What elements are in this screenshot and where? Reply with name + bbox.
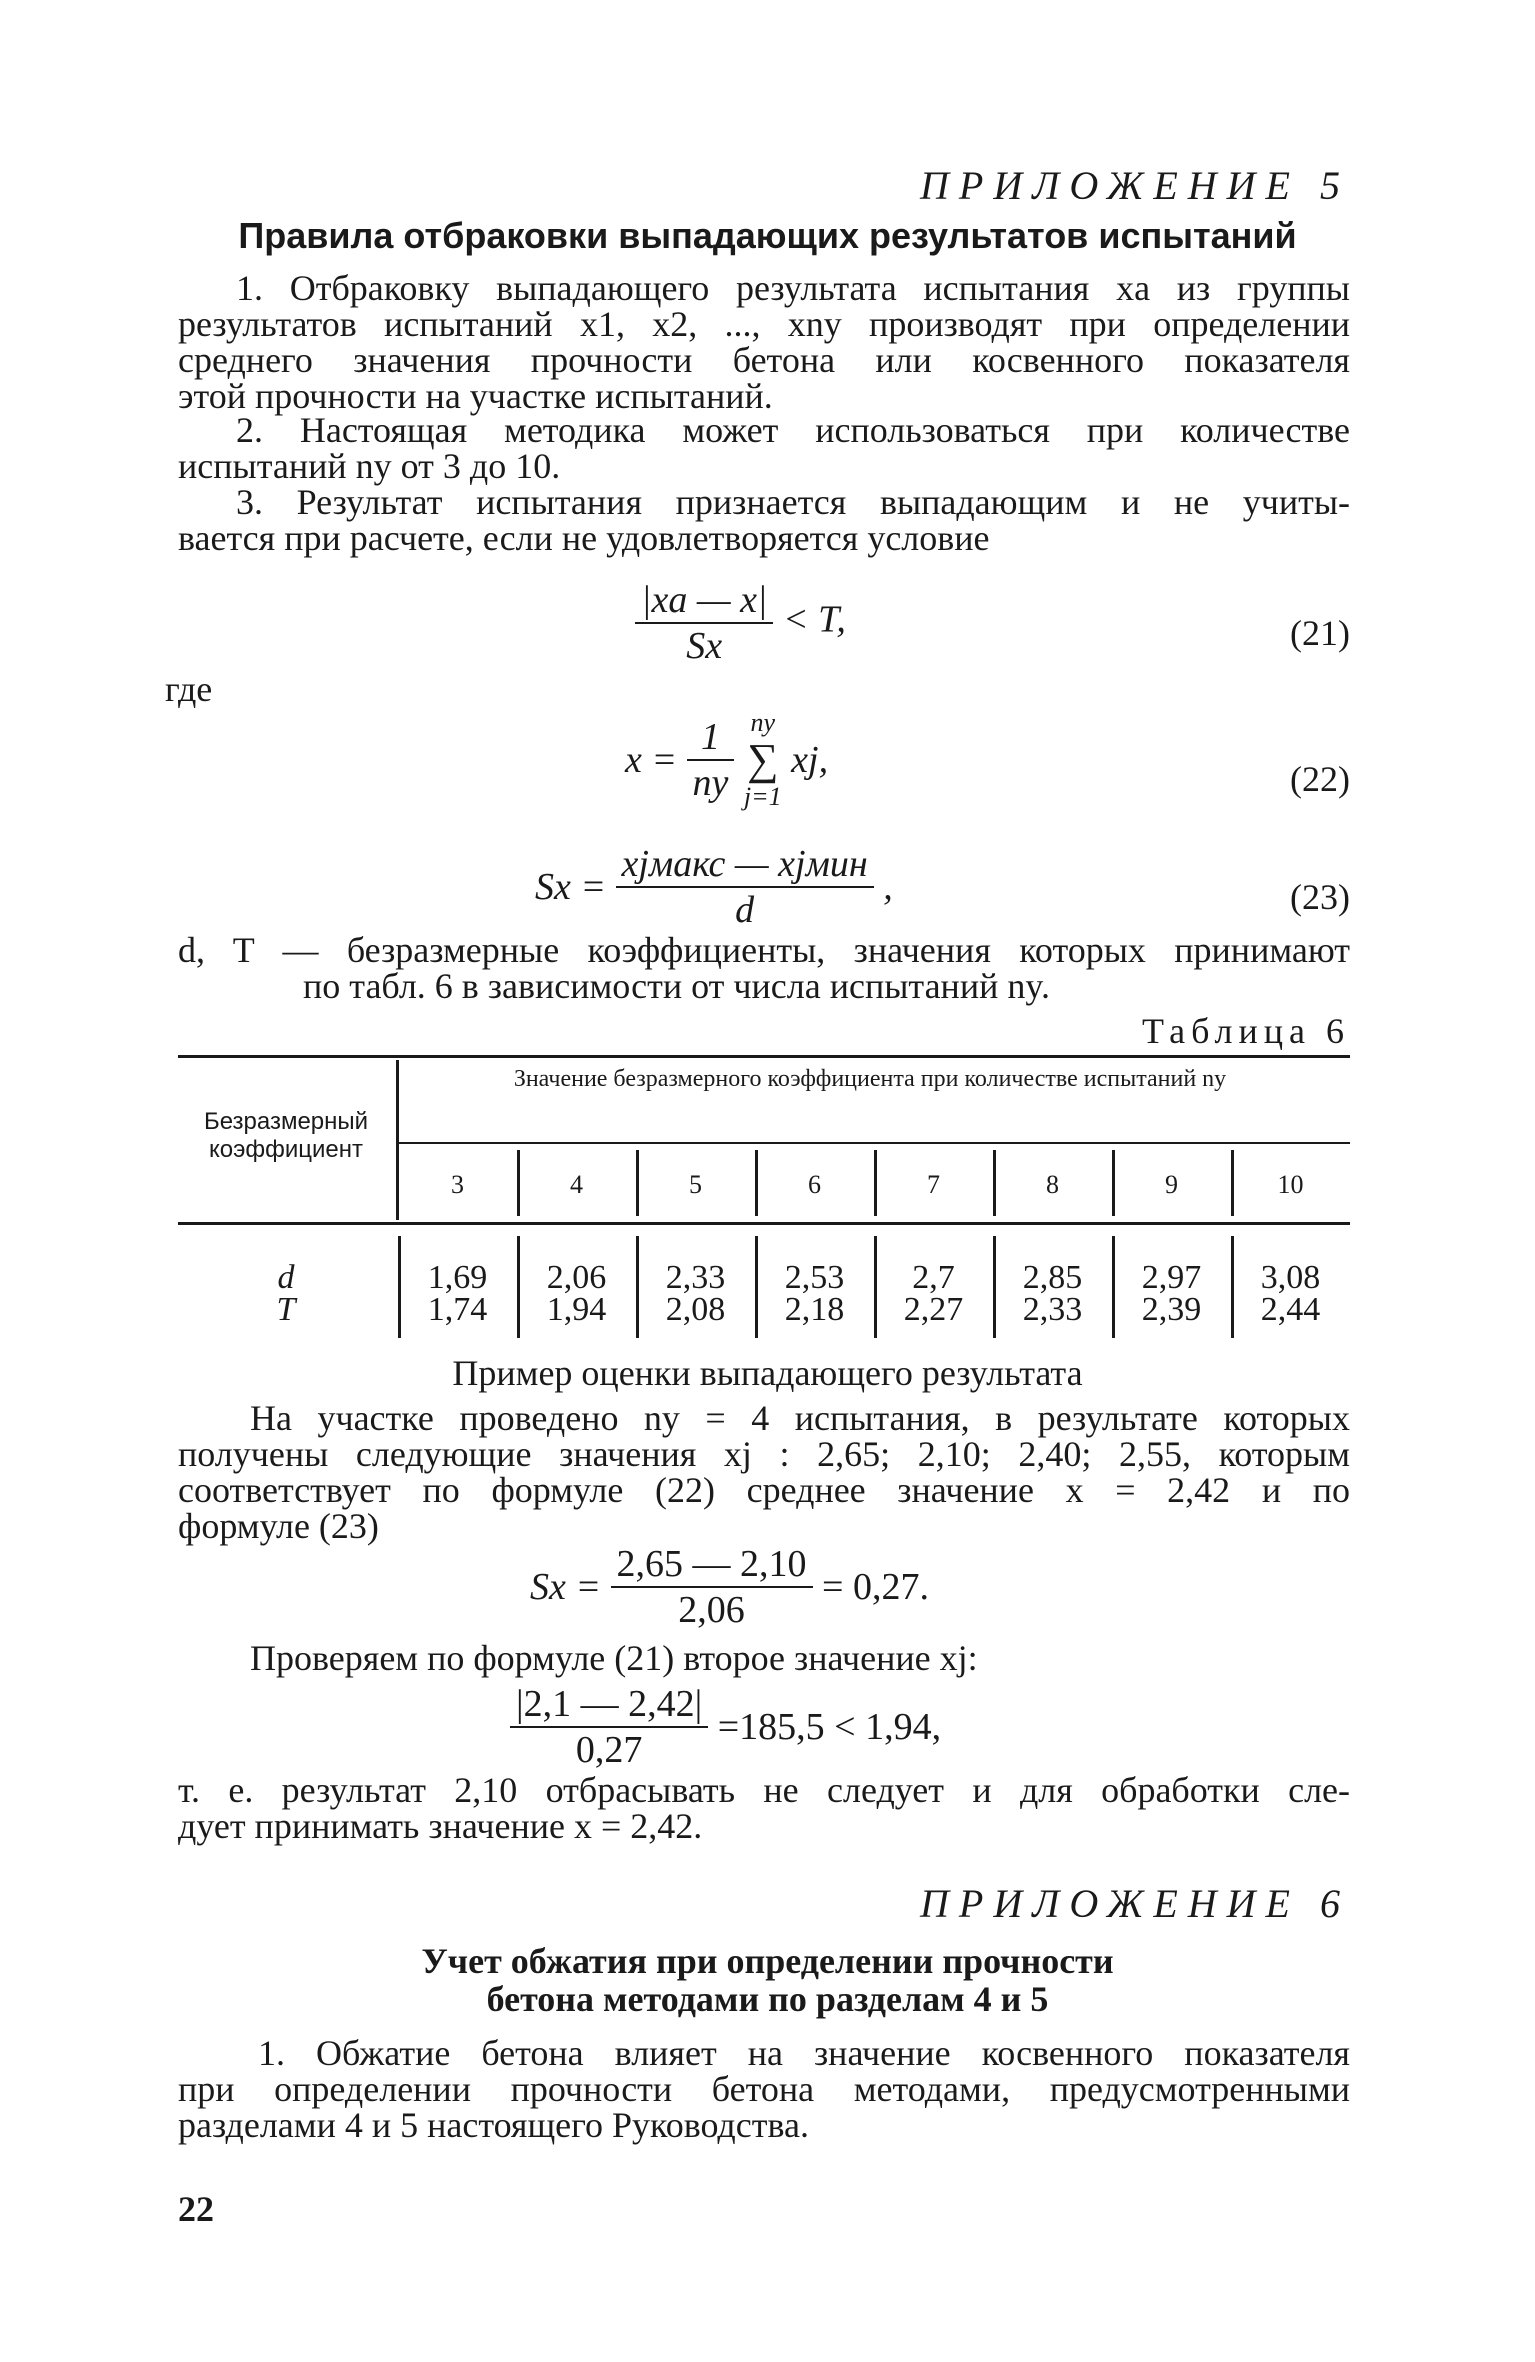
text-line: формуле (23): [178, 1506, 379, 1546]
table-value-cell: 1,74: [427, 1291, 488, 1328]
table-header-rule: [178, 1222, 1350, 1225]
paragraph-2: [178, 412, 1350, 484]
text-line: Проверяем по формуле (21) второе значение xj:: [250, 1638, 978, 1678]
table-count-cell: 4: [570, 1170, 583, 1199]
table-value-cell: 2,06: [546, 1259, 607, 1296]
text-line: среднего значения прочности бетона или косвенного показателя: [178, 340, 1350, 380]
table-vline: [636, 1150, 639, 1216]
eq23-lhs: Sx =: [535, 866, 607, 908]
text-line: 2. Настоящая методика может использоваться при количестве: [236, 410, 1350, 450]
text-line: дует принимать значение x = 2,42.: [178, 1806, 703, 1846]
eq23-rhs: ,: [883, 866, 893, 908]
table-value-cell: 3,08: [1260, 1259, 1321, 1296]
text-line: d, T — безразмерные коэффициенты, значения которых принимают: [178, 930, 1350, 970]
calc1-lhs: Sx =: [530, 1566, 602, 1608]
table-count-cell: 8: [1046, 1170, 1059, 1199]
table-vline: [993, 1150, 996, 1216]
table-value-cell: 2,33: [665, 1259, 726, 1296]
text-line: 3. Результат испытания признается выпадающим и не учиты-: [236, 482, 1350, 522]
appendix-5-header: ПРИЛОЖЕНИЕ 5: [920, 163, 1350, 208]
sum-upper-limit: ny: [750, 708, 776, 737]
calc1-denominator: 2,06: [678, 1589, 745, 1631]
example-title: Пример оценки выпадающего результата: [452, 1353, 1083, 1393]
table-value-cell: 2,08: [665, 1291, 726, 1328]
text-line: разделами 4 и 5 настоящего Руководства.: [178, 2105, 809, 2145]
table-vline: [874, 1150, 877, 1216]
eq22-term: xj,: [791, 739, 829, 781]
table-value-cell: 1,94: [546, 1291, 607, 1328]
eq22-number: (22): [1290, 759, 1350, 799]
equation-21: [635, 578, 846, 668]
appendix-6-header: ПРИЛОЖЕНИЕ 6: [920, 1881, 1350, 1926]
table-count-cell: 10: [1277, 1170, 1304, 1199]
eq23-numerator: xjмакс — xjмин: [616, 842, 874, 888]
table-count-cell: 3: [451, 1170, 464, 1199]
text-line: На участке проведено ny = 4 испытания, в результате которых: [250, 1398, 1350, 1438]
sum-lower-limit: j=1: [743, 782, 782, 811]
coefficients-paragraph: [178, 932, 1350, 1004]
table-count-cell: 6: [808, 1170, 821, 1199]
text-line: т. е. результат 2,10 отбрасывать не следует и для обработки сле-: [178, 1770, 1350, 1810]
table-value-cell: 2,97: [1141, 1259, 1202, 1296]
appendix-6-paragraph-1: [178, 2035, 1350, 2143]
calc2-rhs: =185,5 < 1,94,: [717, 1706, 942, 1748]
sum-sign-icon: ∑: [747, 735, 779, 784]
calc2-denominator: 0,27: [575, 1729, 643, 1771]
example-paragraph-3: [178, 1772, 1350, 1844]
paragraph-1: [178, 270, 1350, 414]
text-line: испытаний ny от 3 до 10.: [178, 446, 561, 486]
table-top-rule: [178, 1055, 1350, 1058]
table-subheader-rule: [398, 1142, 1350, 1144]
example-paragraph-2: [178, 1640, 1350, 1676]
table-value-cell: 1,69: [427, 1259, 488, 1296]
eq23-denominator: d: [735, 889, 755, 931]
example-calc-check: [510, 1682, 941, 1772]
eq21-rhs: < T,: [782, 598, 846, 641]
table-vline: [517, 1150, 520, 1216]
appendix-5-title: Правила отбраковки выпадающих результатов испытаний: [238, 215, 1297, 256]
table-6-caption: Таблица 6: [1142, 1011, 1350, 1051]
table-value-cell: 2,7: [912, 1259, 955, 1296]
table-value-cell: 2,27: [903, 1291, 964, 1328]
table-value-cell: 2,33: [1022, 1291, 1083, 1328]
calc1-rhs: = 0,27.: [822, 1566, 929, 1608]
table-col1-header: Безразмерный коэффициент: [203, 1108, 369, 1163]
eq21-numerator: |xa — x|: [635, 578, 773, 624]
table-vline: [755, 1150, 758, 1216]
eq22-denominator: ny: [692, 762, 729, 804]
text-line: по табл. 6 в зависимости от числа испытаний ny.: [303, 966, 1051, 1006]
table-value-cell: 2,18: [784, 1291, 845, 1328]
where-label: где: [165, 669, 213, 709]
calc2-numerator: |2,1 — 2,42|: [510, 1682, 708, 1728]
table-row-label: d: [277, 1259, 295, 1296]
eq21-number: (21): [1290, 613, 1350, 653]
title-line: бетона методами по разделам 4 и 5: [486, 1979, 1049, 2019]
table-value-cell: 2,85: [1022, 1259, 1083, 1296]
text-line: 1. Отбраковку выпадающего результата испытания xa из группы: [236, 268, 1350, 308]
appendix-6-title: [0, 1942, 1535, 2018]
table-vline: [1112, 1150, 1115, 1216]
text-line: получены следующие значения xj : 2,65; 2,10; 2,40; 2,55, которым: [178, 1434, 1350, 1474]
table-count-cell: 5: [689, 1170, 702, 1199]
eq22-numerator: 1: [687, 715, 735, 761]
title-line: Учет обжатия при определении прочности: [421, 1941, 1114, 1981]
paragraph-3: [178, 484, 1350, 556]
table-value-cell: 2,39: [1141, 1291, 1202, 1328]
eq21-denominator: Sx: [686, 625, 723, 667]
example-calc-sx: [530, 1542, 929, 1632]
table-value-cell: 2,44: [1260, 1291, 1321, 1328]
table-vline: [1231, 1150, 1234, 1216]
text-line: результатов испытаний x1, x2, ..., xny производят при определении: [178, 304, 1350, 344]
eq22-lhs: x =: [625, 739, 678, 781]
table-count-cell: 9: [1165, 1170, 1178, 1199]
eq23-number: (23): [1290, 877, 1350, 917]
text-line: 1. Обжатие бетона влияет на значение косвенного показателя: [258, 2033, 1350, 2073]
text-line: соответствует по формуле (22) среднее значение x = 2,42 и по: [178, 1470, 1350, 1510]
table-row-label: T: [276, 1291, 296, 1328]
example-paragraph-1: [178, 1400, 1350, 1544]
calc1-numerator: 2,65 — 2,10: [611, 1542, 813, 1588]
table-span-header: Значение безразмерного коэффициента при количестве испытаний ny: [513, 1066, 1227, 1092]
equation-23: [535, 842, 893, 932]
equation-22: [625, 708, 828, 812]
text-line: этой прочности на участке испытаний.: [178, 376, 773, 416]
table-value-cell: 2,53: [784, 1259, 845, 1296]
text-line: вается при расчете, если не удовлетворяется условие: [178, 518, 990, 558]
page-number: 22: [178, 2189, 214, 2229]
table-count-cell: 7: [927, 1170, 940, 1199]
text-line: при определении прочности бетона методами, предусмотренными: [178, 2069, 1350, 2109]
